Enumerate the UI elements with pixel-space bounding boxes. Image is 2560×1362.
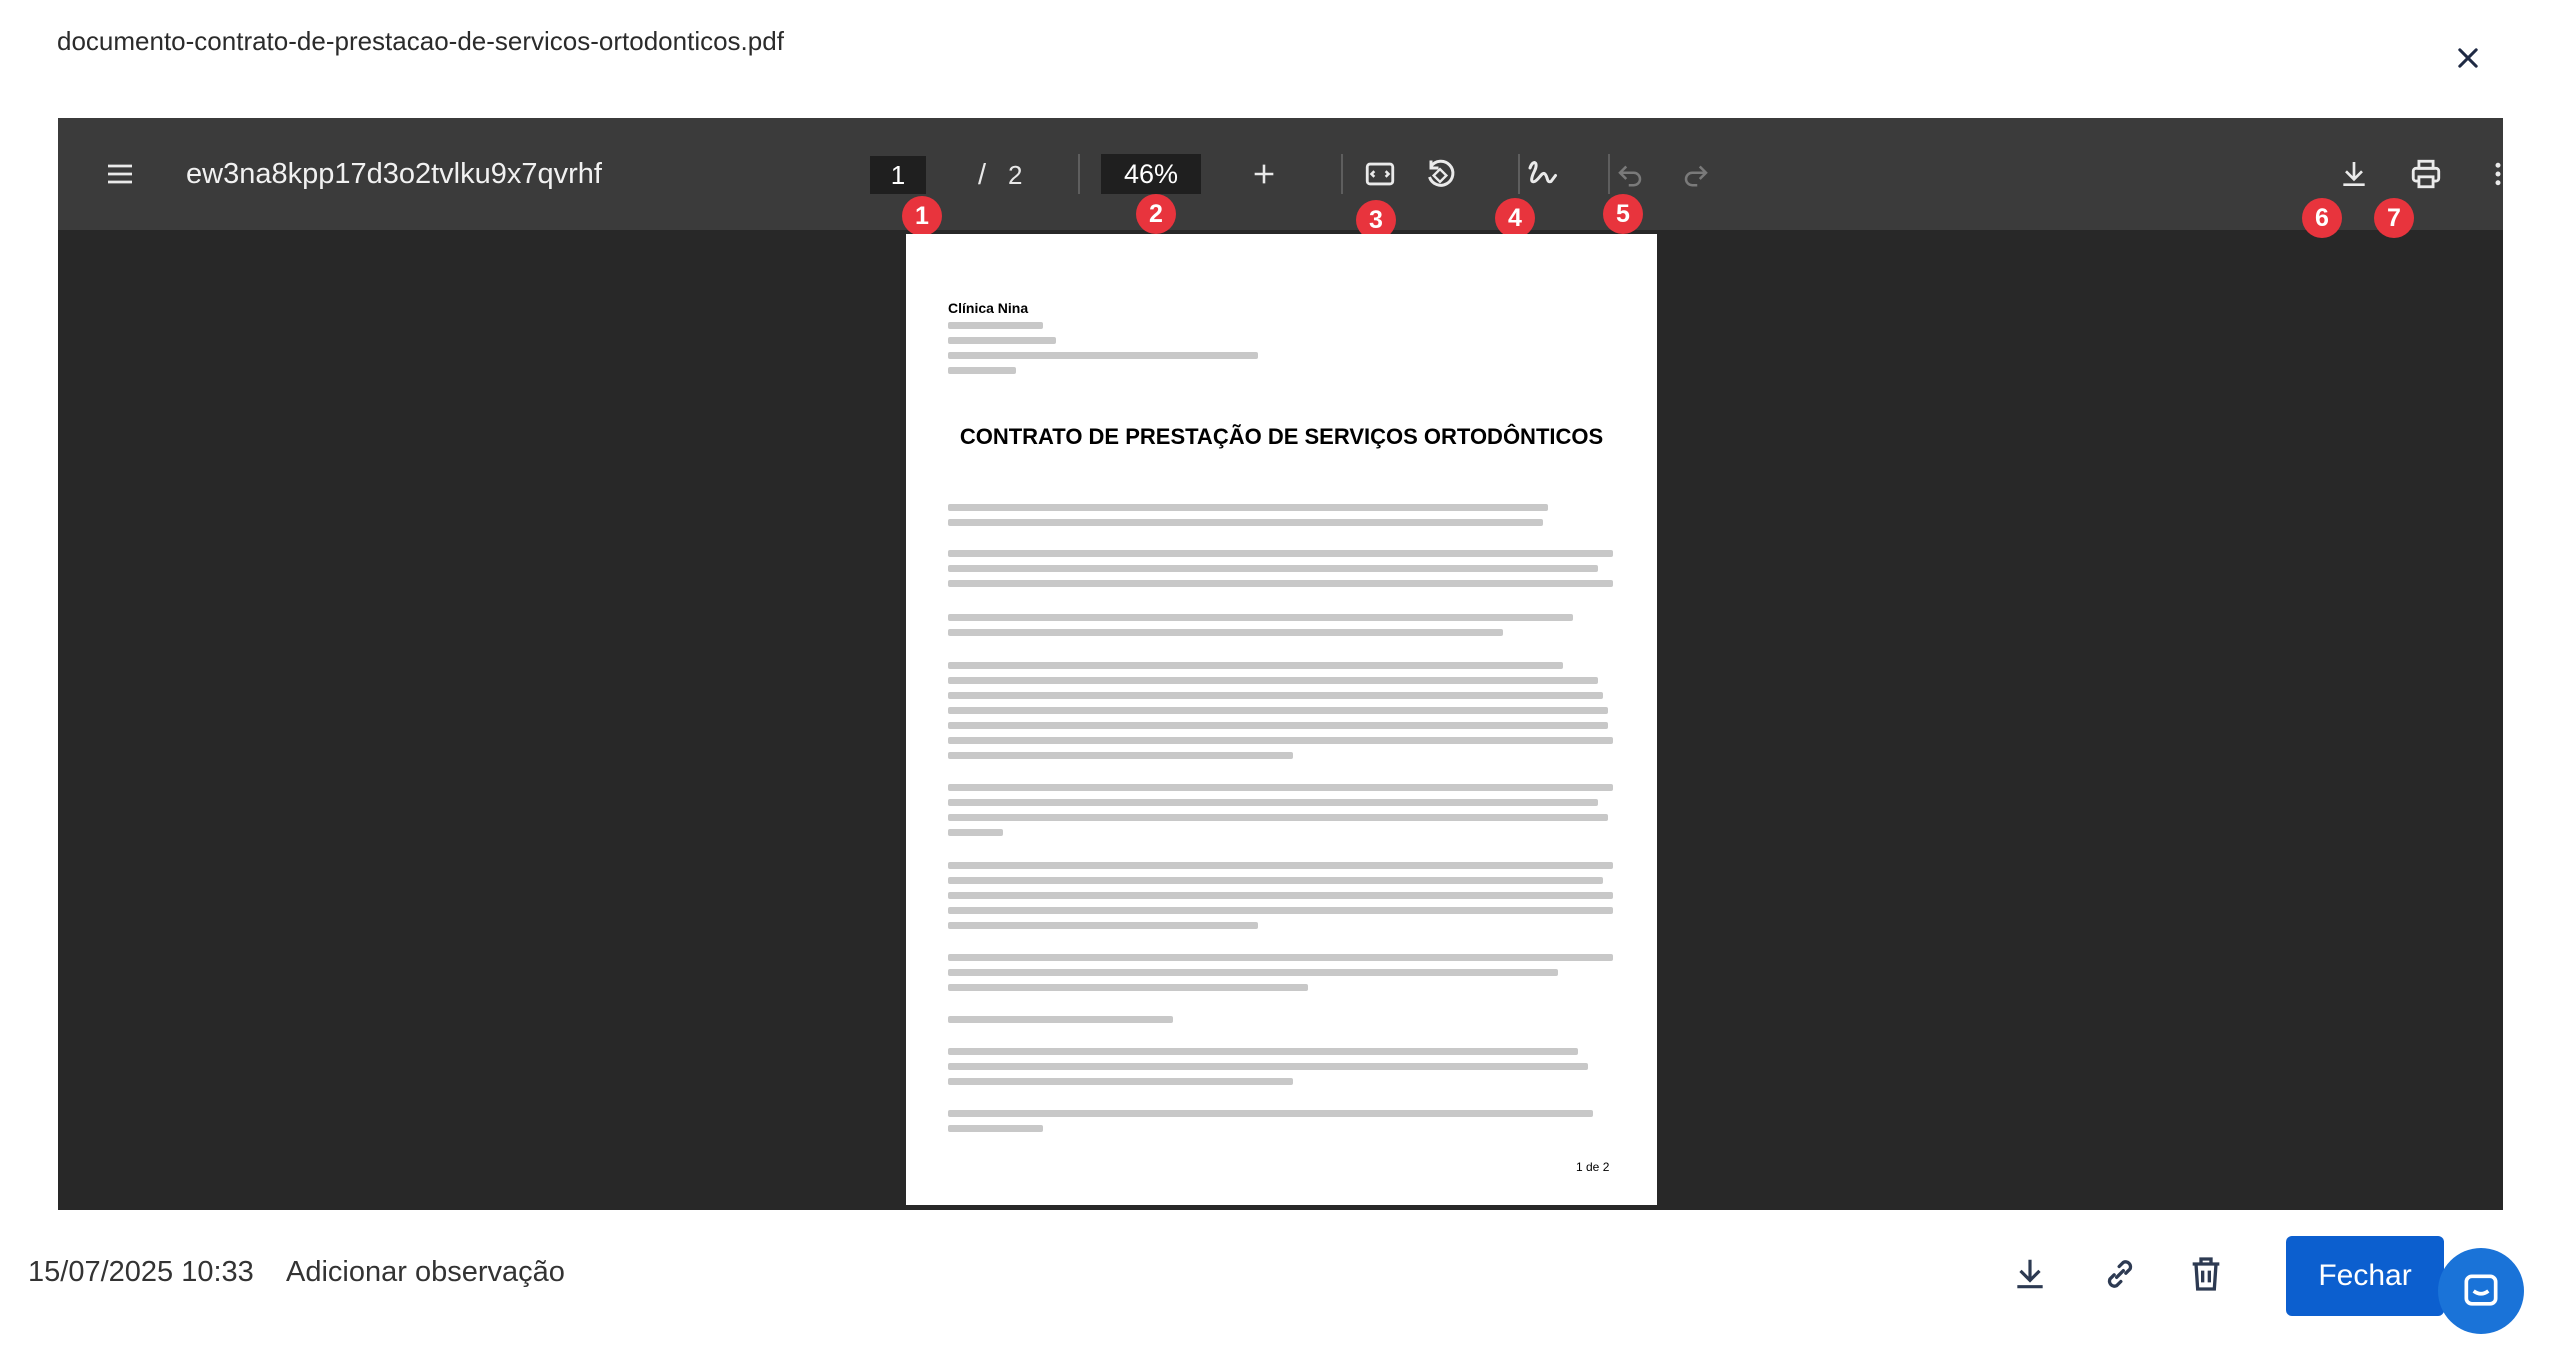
print-button[interactable] — [2402, 150, 2450, 198]
blurred-text — [948, 322, 1043, 329]
blurred-text — [948, 922, 1258, 929]
blurred-text — [948, 892, 1613, 899]
rotate-icon — [1422, 156, 1458, 192]
blurred-text — [948, 692, 1603, 699]
blurred-text — [948, 1063, 1588, 1070]
add-observation-link[interactable]: Adicionar observação — [286, 1256, 565, 1288]
blurred-text — [948, 565, 1598, 572]
blurred-text — [948, 1078, 1293, 1085]
blurred-text — [948, 1048, 1578, 1055]
modal-title: documento-contrato-de-prestacao-de-servicos-ortodonticos.pdf — [57, 26, 784, 56]
trash-icon — [2186, 1254, 2226, 1294]
blurred-text — [948, 629, 1503, 636]
blurred-text — [948, 752, 1293, 759]
delete-button[interactable] — [2184, 1252, 2228, 1296]
redo-icon — [1681, 159, 1711, 189]
blurred-text — [948, 504, 1548, 511]
link-icon — [2100, 1254, 2140, 1294]
chat-icon — [2459, 1269, 2503, 1313]
blurred-text — [948, 954, 1613, 961]
blurred-text — [948, 969, 1558, 976]
blurred-text — [948, 519, 1543, 526]
viewer-download-button[interactable] — [2330, 150, 2378, 198]
contract-title: CONTRATO DE PRESTAÇÃO DE SERVIÇOS ORTODÔNTICOS — [959, 424, 1604, 449]
page-separator: / — [978, 158, 987, 191]
close-icon — [2454, 44, 2482, 72]
annotation-badge: 3 — [1356, 200, 1396, 240]
footer-download-button[interactable] — [2008, 1252, 2052, 1296]
blurred-text — [948, 677, 1598, 684]
undo-icon — [1615, 159, 1645, 189]
annotation-badge: 2 — [1136, 194, 1176, 234]
close-button[interactable] — [2450, 40, 2486, 76]
blurred-text — [948, 814, 1608, 821]
document-name: ew3na8kpp17d3o2tvlku9x7qvrhf — [186, 157, 602, 190]
blurred-text — [948, 662, 1563, 669]
blurred-text — [948, 707, 1608, 714]
more-options-button[interactable] — [2474, 150, 2503, 198]
draw-button[interactable] — [1518, 150, 1566, 198]
pdf-viewer — [58, 118, 2503, 1210]
document-datetime: 15/07/2025 10:33 — [28, 1256, 254, 1288]
download-icon — [2338, 158, 2370, 190]
annotation-badge: 4 — [1495, 198, 1535, 238]
zoom-in-button[interactable] — [1240, 150, 1288, 198]
redo-button[interactable] — [1672, 150, 1720, 198]
blurred-text — [948, 337, 1056, 344]
pdf-toolbar — [58, 118, 2503, 230]
blurred-text — [948, 1110, 1593, 1117]
undo-button[interactable] — [1606, 150, 1654, 198]
copy-link-button[interactable] — [2098, 1252, 2142, 1296]
annotation-badge: 6 — [2302, 198, 2342, 238]
blurred-text — [948, 614, 1573, 621]
annotation-badge: 5 — [1603, 194, 1643, 234]
pdf-page — [906, 234, 1657, 1205]
blurred-text — [948, 907, 1613, 914]
page-total: 2 — [1008, 159, 1023, 190]
rotate-button[interactable] — [1416, 150, 1464, 198]
blurred-text — [948, 737, 1613, 744]
blurred-text — [948, 580, 1613, 587]
blurred-text — [948, 784, 1613, 791]
annotation-badge: 1 — [902, 196, 942, 236]
fit-page-button[interactable] — [1356, 150, 1404, 198]
blurred-text — [948, 367, 1016, 374]
page-label: 1 de 2 — [1576, 1160, 1610, 1174]
toolbar-divider — [1078, 154, 1080, 194]
fit-page-icon — [1363, 157, 1397, 191]
blurred-text — [948, 352, 1258, 359]
clinic-name: Clínica Nina — [948, 300, 1029, 316]
more-vertical-icon — [2483, 159, 2503, 189]
blurred-text — [948, 1125, 1043, 1132]
page-number-input[interactable]: 1 — [870, 156, 926, 194]
blurred-text — [948, 829, 1003, 836]
blurred-text — [948, 877, 1603, 884]
download-icon — [2011, 1255, 2049, 1293]
chat-launcher-button[interactable] — [2438, 1248, 2524, 1334]
close-modal-button[interactable]: Fechar — [2286, 1236, 2444, 1316]
blurred-text — [948, 984, 1308, 991]
annotation-badge: 7 — [2374, 198, 2414, 238]
zoom-in-icon — [1250, 160, 1278, 188]
blurred-text — [948, 862, 1613, 869]
menu-icon[interactable] — [96, 150, 144, 198]
draw-icon — [1524, 156, 1560, 192]
blurred-text — [948, 722, 1608, 729]
zoom-level-input[interactable]: 46% — [1101, 154, 1201, 194]
print-icon — [2409, 157, 2443, 191]
blurred-text — [948, 1016, 1173, 1023]
blurred-text — [948, 799, 1598, 806]
toolbar-divider — [1341, 154, 1343, 194]
blurred-text — [948, 550, 1613, 557]
